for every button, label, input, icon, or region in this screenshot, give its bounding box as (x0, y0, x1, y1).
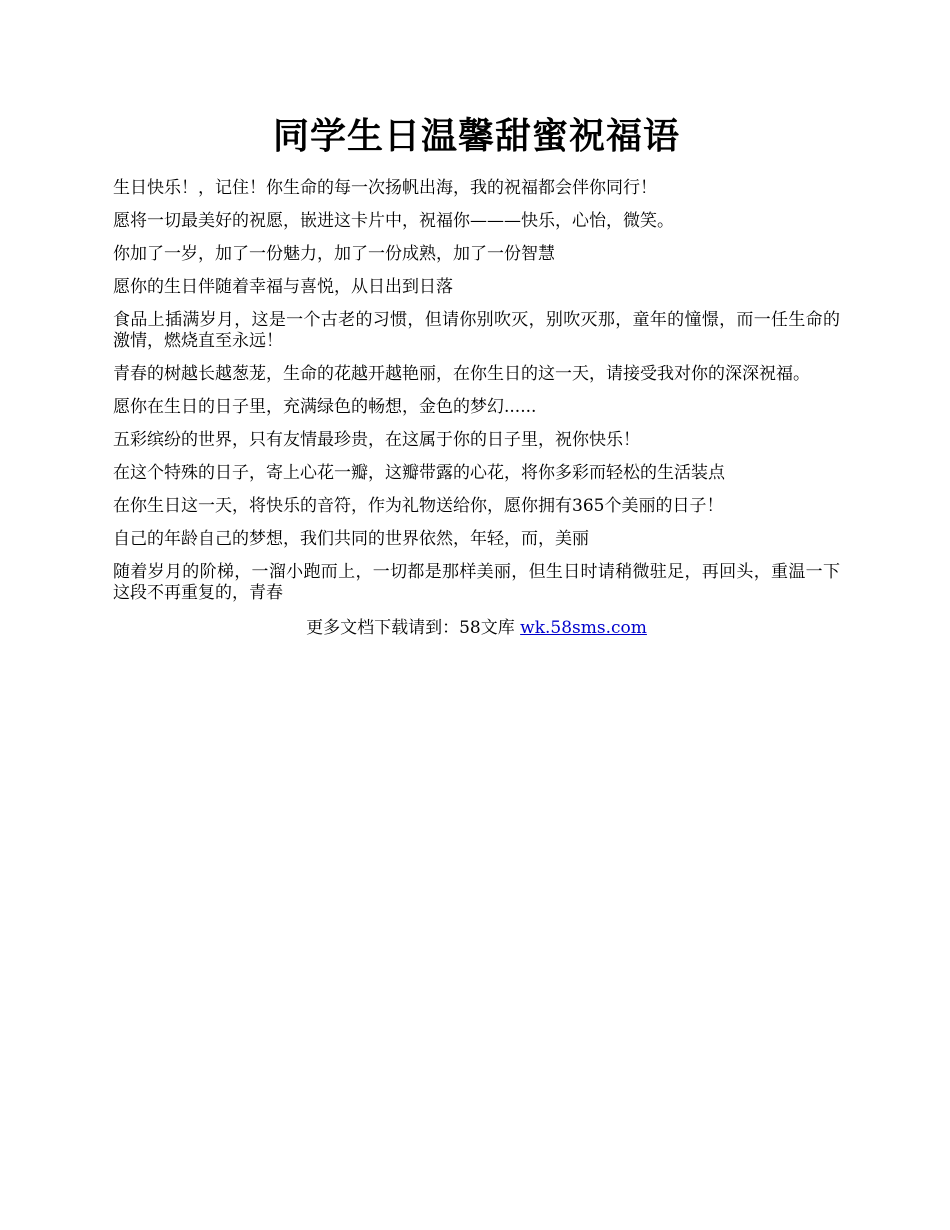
paragraph-7: 愿你在生日的日子里，充满绿色的畅想，金色的梦幻...... (113, 397, 537, 417)
document-title: 同学生日温馨甜蜜祝福语 (272, 115, 680, 157)
paragraph-10: 在你生日这一天，将快乐的音符，作为礼物送给你，愿你拥有365个美丽的日子！ (113, 496, 724, 516)
footer-text: 更多文档下载请到：58文库 (306, 618, 521, 638)
paragraph-9: 在这个特殊的日子，寄上心花一瓣，这瓣带露的心花，将你多彩而轻松的生活装点 (113, 463, 725, 483)
footer-link[interactable]: wk.58sms.com (520, 618, 647, 638)
paragraph-11: 自己的年龄自己的梦想，我们共同的世界依然，年轻，而，美丽 (113, 529, 589, 549)
paragraph-5: 食品上插满岁月，这是一个古老的习惯，但请你别吹灭，别吹灭那，童年的憧憬，而一任生命的激情，燃烧直至永远！ (113, 310, 840, 351)
paragraph-2: 愿将一切最美好的祝愿，嵌进这卡片中，祝福你———快乐，心怡，微笑。 (113, 211, 674, 231)
paragraph-4: 愿你的生日伴随着幸福与喜悦，从日出到日落 (113, 277, 453, 297)
download-footer (113, 618, 840, 639)
paragraph-12: 随着岁月的阶梯，一溜小跑而上，一切都是那样美丽，但生日时请稍微驻足，再回头，重温一下这段不再重复的，青春 (113, 562, 840, 603)
paragraph-8: 五彩缤纷的世界，只有友情最珍贵，在这属于你的日子里，祝你快乐！ (113, 430, 640, 450)
paragraph-6: 青春的树越长越葱茏，生命的花越开越艳丽，在你生日的这一天，请接受我对你的深深祝福。 (113, 364, 810, 384)
paragraph-1: 生日快乐！，记住！你生命的每一次扬帆出海，我的祝福都会伴你同行！ (113, 178, 657, 198)
paragraph-3: 你加了一岁，加了一份魅力，加了一份成熟，加了一份智慧 (113, 244, 555, 264)
document-page (113, 108, 840, 639)
